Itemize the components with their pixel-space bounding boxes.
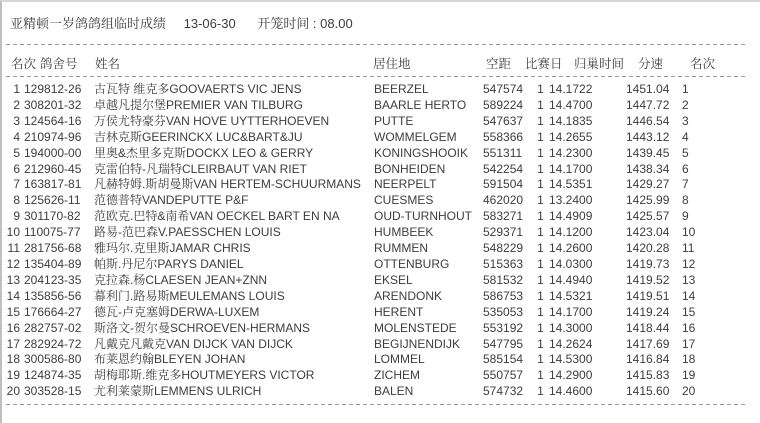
race-day-cell: 1 [537, 113, 544, 128]
return-time-cell: 14.1835 [549, 113, 593, 128]
speed-cell: 1438.34 [626, 161, 670, 176]
rank2-cell: 8 [682, 193, 689, 208]
distance-cell: 542254 [483, 161, 524, 176]
header-race-day: 比赛日 [525, 57, 563, 71]
table-row [2, 225, 760, 241]
rank2-cell: 4 [682, 129, 689, 144]
rank2-cell: 18 [682, 352, 696, 367]
distance-cell: 462020 [483, 193, 524, 208]
speed-cell: 1419.24 [626, 304, 670, 319]
event-title: 亚精顿一岁鸽鸽组临时成绩 [10, 16, 167, 31]
race-date: 13-06-30 [183, 16, 236, 31]
residence-cell: HERENT [374, 304, 424, 319]
loft-number-cell: 212960-45 [24, 161, 82, 176]
residence-cell: BEGIJNENDIJK [374, 336, 461, 351]
rank2-cell: 10 [682, 225, 696, 240]
race-day-cell: 1 [537, 177, 544, 192]
rank-cell: 11 [7, 241, 20, 256]
speed-cell: 1451.04 [626, 82, 670, 96]
return-time-cell: 14.2300 [549, 145, 593, 160]
rank-cell: 8 [13, 193, 20, 208]
rank2-cell: 15 [682, 304, 696, 319]
speed-cell: 1415.83 [626, 368, 670, 383]
speed-cell: 1446.54 [626, 113, 670, 128]
rank-cell: 14 [6, 288, 20, 303]
rank2-cell: 7 [682, 177, 689, 192]
table-row [2, 273, 760, 289]
rank-cell: 18 [6, 352, 20, 367]
fancier-name-cell: 万侯尤特豪芬VAN HOVE UYTTERHOEVEN [94, 113, 330, 128]
race-day-cell: 1 [537, 225, 544, 240]
speed-cell: 1420.28 [626, 241, 670, 256]
fancier-name-cell: 里奥&杰里多克斯DOCKX LEO & GERRY [94, 145, 314, 160]
loft-number-cell: 110075-77 [24, 225, 81, 240]
rank2-cell: 14 [682, 288, 696, 303]
loft-number-cell: 301170-82 [24, 209, 81, 224]
rank2-cell: 2 [682, 97, 689, 112]
rank2-cell: 17 [682, 336, 696, 351]
speed-cell: 1425.57 [626, 209, 670, 224]
table-row [2, 384, 760, 400]
loft-number-cell: 125626-11 [24, 193, 81, 208]
loft-number-cell: 129812-26 [24, 82, 82, 96]
rank-cell: 12 [6, 256, 20, 271]
distance-cell: 583271 [483, 209, 524, 224]
residence-cell: ZICHEM [374, 368, 420, 383]
table-row [2, 337, 760, 353]
return-time-cell: 14.4700 [549, 97, 593, 112]
residence-cell: OTTENBURG [374, 256, 450, 271]
rank2-cell: 1 [682, 82, 689, 96]
rank2-cell: 5 [682, 145, 689, 160]
rank2-cell: 19 [682, 368, 696, 383]
race-day-cell: 1 [537, 82, 544, 96]
speed-cell: 1443.12 [626, 129, 670, 144]
fancier-name-cell: 幕利门.路易斯MEULEMANS LOUIS [94, 288, 285, 303]
race-day-cell: 1 [537, 241, 544, 256]
table-row [2, 146, 760, 162]
table-row [2, 321, 760, 337]
residence-cell: BAARLE HERTO [374, 97, 467, 112]
header-distance: 空距 [486, 57, 512, 71]
loft-number-cell: 210974-96 [24, 129, 82, 144]
fancier-name-cell: 古瓦特 维克多GOOVAERTS VIC JENS [94, 82, 302, 96]
table-row [2, 130, 760, 146]
speed-cell: 1415.60 [626, 384, 670, 399]
distance-cell: 535053 [483, 304, 524, 319]
speed-cell: 1416.84 [626, 352, 670, 367]
dashed-divider [6, 76, 748, 77]
return-time-cell: 14.4600 [549, 384, 593, 399]
residence-cell: CUESMES [374, 193, 434, 208]
return-time-cell: 14.2624 [549, 336, 593, 351]
rank-cell: 20 [6, 384, 20, 399]
fancier-name-cell: 克雷伯特-凡瑞特CLEIRBAUT VAN RIET [94, 161, 307, 176]
residence-cell: KONINGSHOOIK [374, 145, 469, 160]
distance-cell: 553192 [483, 320, 524, 335]
loft-number-cell: 303528-15 [24, 384, 82, 399]
distance-cell: 547574 [483, 82, 524, 96]
loft-number-cell: 194000-00 [24, 145, 82, 160]
rank-cell: 9 [13, 209, 20, 224]
distance-cell: 551311 [483, 145, 523, 160]
fancier-name-cell: 帕斯.丹尼尔PARYS DANIEL [94, 256, 244, 271]
rank-cell: 4 [13, 129, 20, 144]
fancier-name-cell: 卓越凡提尔堡PREMIER VAN TILBURG [94, 97, 303, 112]
rank2-cell: 9 [682, 209, 689, 224]
loft-number-cell: 124564-16 [24, 113, 82, 128]
race-day-cell: 1 [537, 368, 544, 383]
loft-number-cell: 308201-32 [24, 97, 82, 112]
table-row [2, 98, 760, 114]
race-day-cell: 1 [537, 320, 544, 335]
return-time-cell: 14.2900 [549, 368, 593, 383]
residence-cell: ARENDONK [374, 288, 443, 303]
fancier-name-cell: 雅玛尔.克里斯JAMAR CHRIS [94, 241, 251, 256]
speed-cell: 1418.44 [626, 320, 670, 335]
race-day-cell: 1 [537, 209, 544, 224]
residence-cell: HUMBEEK [374, 225, 434, 240]
fancier-name-cell: 克拉森.杨CLAESEN JEAN+ZNN [94, 272, 268, 287]
return-time-cell: 14.1700 [549, 161, 593, 176]
distance-cell: 574732 [483, 384, 524, 399]
table-row [2, 305, 760, 321]
race-day-cell: 1 [537, 288, 544, 303]
loft-number-cell: 163817-81 [24, 177, 82, 192]
loft-number-cell: 300586-80 [24, 352, 82, 367]
loft-number-cell: 281756-68 [24, 241, 82, 256]
fancier-name-cell: 尤利莱蒙斯LEMMENS ULRICH [94, 384, 262, 399]
loft-number-cell: 204123-35 [24, 272, 82, 287]
header-name: 姓名 [95, 57, 121, 71]
report-title [2, 2, 760, 44]
distance-cell: 550757 [483, 368, 524, 383]
race-day-cell: 1 [537, 193, 544, 208]
distance-cell: 589224 [483, 97, 524, 112]
rank-cell: 2 [13, 97, 20, 112]
fancier-name-cell: 凡戴克凡戴克VAN DIJCK VAN DIJCK [94, 336, 293, 351]
header-rank2: 名次 [690, 57, 716, 71]
rank2-cell: 6 [682, 161, 689, 176]
distance-cell: 585154 [483, 352, 524, 367]
speed-cell: 1447.72 [626, 97, 670, 112]
header-speed: 分速 [638, 57, 664, 71]
rank2-cell: 11 [682, 241, 695, 256]
return-time-cell: 14.1700 [549, 304, 593, 319]
fancier-name-cell: 布莱恩约翰BLEYEN JOHAN [94, 352, 246, 367]
return-time-cell: 14.0300 [549, 256, 593, 271]
speed-cell: 1425.99 [626, 193, 670, 208]
rank-cell: 5 [13, 145, 20, 160]
table-row [2, 82, 760, 98]
race-day-cell: 1 [537, 129, 544, 144]
table-row [2, 114, 760, 130]
distance-cell: 558366 [483, 129, 524, 144]
fancier-name-cell: 凡赫特姆.斯胡曼斯VAN HERTEM-SCHUURMANS [94, 177, 361, 192]
table-row [2, 368, 760, 384]
race-day-cell: 1 [537, 352, 544, 367]
residence-cell: RUMMEN [374, 241, 428, 256]
residence-cell: BONHEIDEN [374, 161, 446, 176]
results-rows [2, 82, 760, 400]
race-day-cell: 1 [537, 336, 544, 351]
table-row [2, 162, 760, 178]
fancier-name-cell: 德瓦-卢克塞姆DERWA-LUXEM [94, 304, 260, 319]
release-time: 开笼时间 : 08.00 [257, 16, 353, 31]
distance-cell: 548229 [483, 241, 524, 256]
rank-cell: 13 [6, 272, 20, 287]
table-row [2, 193, 760, 209]
table-row [2, 289, 760, 305]
loft-number-cell: 282757-02 [24, 320, 82, 335]
race-day-cell: 1 [537, 256, 544, 271]
return-time-cell: 14.1200 [549, 225, 593, 240]
return-time-cell: 14.5351 [549, 177, 593, 192]
rank2-cell: 16 [682, 320, 696, 335]
loft-number-cell: 282924-72 [24, 336, 82, 351]
distance-cell: 586753 [483, 288, 524, 303]
residence-cell: PUTTE [374, 113, 414, 128]
header-loft-number: 鸽舍号 [40, 57, 78, 71]
distance-cell: 529371 [483, 225, 524, 240]
fancier-name-cell: 吉林克斯GEERINCKX LUC&BART&JU [94, 129, 303, 144]
return-time-cell: 14.3000 [549, 320, 593, 335]
fancier-name-cell: 胡梅耶斯.维克多HOUTMEYERS VICTOR [94, 368, 315, 383]
table-row [2, 352, 760, 368]
rank-cell: 19 [6, 368, 20, 383]
loft-number-cell: 135856-56 [24, 288, 82, 303]
rank-cell: 15 [6, 304, 20, 319]
fancier-name-cell: 范德普特VANDEPUTTE P&F [94, 193, 249, 208]
distance-cell: 591504 [483, 177, 524, 192]
race-day-cell: 1 [537, 145, 544, 160]
rank2-cell: 13 [682, 272, 696, 287]
fancier-name-cell: 范欧克.巴特&南希VAN OECKEL BART EN NA [94, 209, 340, 224]
return-time-cell: 14.5321 [549, 288, 593, 303]
race-day-cell: 1 [537, 161, 544, 176]
rank2-cell: 20 [682, 384, 696, 399]
residence-cell: LOMMEL [374, 352, 425, 367]
race-day-cell: 1 [537, 272, 544, 287]
rank-cell: 3 [13, 113, 20, 128]
residence-cell: OUD-TURNHOUT [374, 209, 472, 224]
rank-cell: 10 [6, 225, 20, 240]
loft-number-cell: 124874-35 [24, 368, 82, 383]
return-time-cell: 14.4909 [549, 209, 593, 224]
fancier-name-cell: 路易-范巴森V.PAESSCHEN LOUIS [94, 225, 281, 240]
race-day-cell: 1 [537, 97, 544, 112]
rank-cell: 1 [13, 82, 20, 96]
speed-cell: 1419.73 [626, 256, 670, 271]
fancier-name-cell: 斯洛文-贺尔曼SCHROEVEN-HERMANS [94, 320, 311, 335]
return-time-cell: 14.1722 [549, 82, 593, 96]
return-time-cell: 14.2655 [549, 129, 593, 144]
loft-number-cell: 135404-89 [24, 256, 82, 271]
speed-cell: 1417.69 [626, 336, 670, 351]
distance-cell: 515363 [483, 256, 524, 271]
residence-cell: NEERPELT [374, 177, 437, 192]
residence-cell: BALEN [374, 384, 414, 399]
race-day-cell: 1 [537, 304, 544, 319]
distance-cell: 547795 [483, 336, 524, 351]
rank-cell: 6 [13, 161, 20, 176]
residence-cell: EKSEL [374, 272, 413, 287]
rank-cell: 16 [6, 320, 20, 335]
rank2-cell: 3 [682, 113, 689, 128]
speed-cell: 1423.04 [626, 225, 670, 240]
return-time-cell: 14.2600 [549, 241, 593, 256]
return-time-cell: 13.2400 [549, 193, 593, 208]
distance-cell: 547637 [483, 113, 524, 128]
header-return-time: 归巢时间 [574, 57, 625, 71]
loft-number-cell: 176664-27 [24, 304, 82, 319]
table-header-row [2, 45, 760, 76]
speed-cell: 1419.52 [626, 272, 670, 287]
return-time-cell: 14.5300 [549, 352, 593, 367]
speed-cell: 1419.51 [626, 288, 670, 303]
table-row [2, 257, 760, 273]
return-time-cell: 14.4940 [549, 272, 593, 287]
header-residence: 居住地 [373, 57, 411, 71]
table-row [2, 209, 760, 225]
rank2-cell: 12 [682, 256, 696, 271]
table-row [2, 177, 760, 193]
dashed-divider [6, 404, 748, 405]
distance-cell: 581532 [483, 272, 524, 287]
table-row [2, 241, 760, 257]
race-day-cell: 1 [537, 384, 544, 399]
residence-cell: WOMMELGEM [374, 129, 457, 144]
residence-cell: MOLENSTEDE [374, 320, 457, 335]
speed-cell: 1439.45 [626, 145, 670, 160]
speed-cell: 1429.27 [626, 177, 670, 192]
residence-cell: BEERZEL [374, 82, 429, 96]
rank-cell: 7 [13, 177, 20, 192]
rank-cell: 17 [6, 336, 20, 351]
header-rank: 名次 [11, 57, 37, 71]
